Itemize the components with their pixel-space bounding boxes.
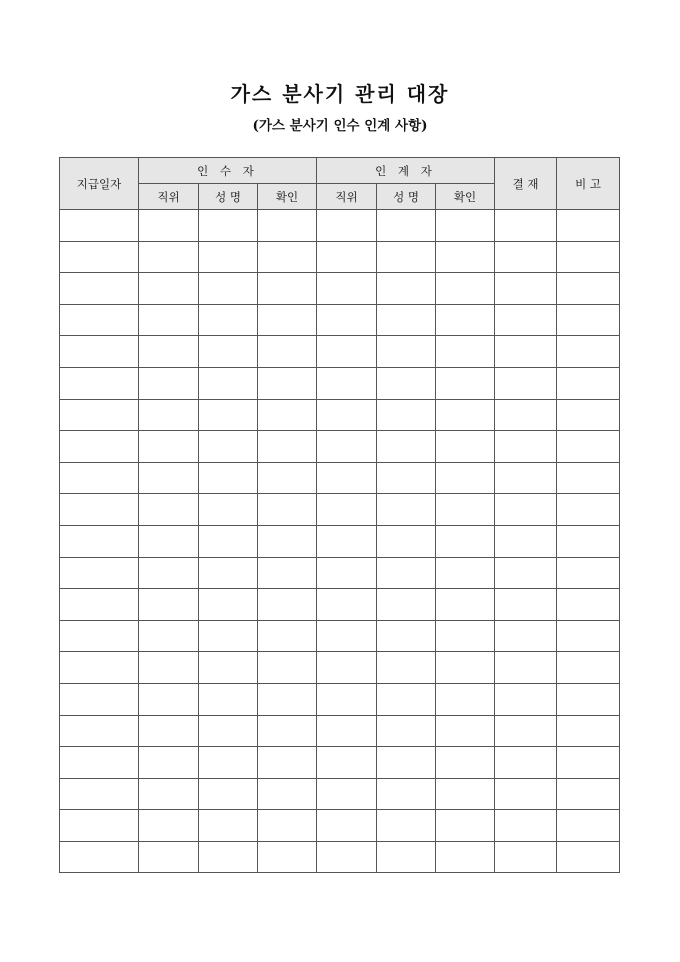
cell-approval [495,367,557,399]
cell-remarks [557,841,620,873]
cell-receiver-confirm [258,557,317,589]
table-row [60,620,620,652]
cell-receiver-confirm [258,715,317,747]
cell-receiver-confirm [258,810,317,842]
table-row [60,431,620,463]
table-row [60,652,620,684]
cell-receiver-position [139,620,199,652]
cell-handover-confirm [436,715,495,747]
cell-handover-name [377,525,436,557]
cell-handover-name [377,431,436,463]
cell-receiver-name [199,747,258,779]
cell-handover-confirm [436,241,495,273]
cell-remarks [557,494,620,526]
cell-receiver-position [139,241,199,273]
table-row [60,336,620,368]
cell-handover-confirm [436,462,495,494]
cell-issue-date [60,683,139,715]
header-handover-confirm: 확인 [436,184,495,210]
table-row [60,810,620,842]
cell-remarks [557,241,620,273]
cell-receiver-position [139,210,199,242]
cell-receiver-position [139,399,199,431]
cell-receiver-name [199,715,258,747]
cell-receiver-confirm [258,304,317,336]
cell-issue-date [60,273,139,305]
cell-receiver-name [199,241,258,273]
cell-approval [495,778,557,810]
cell-handover-position [317,241,377,273]
cell-remarks [557,431,620,463]
cell-handover-position [317,399,377,431]
cell-receiver-name [199,620,258,652]
cell-receiver-confirm [258,747,317,779]
cell-handover-name [377,367,436,399]
cell-receiver-name [199,589,258,621]
cell-receiver-position [139,747,199,779]
cell-handover-name [377,841,436,873]
cell-handover-position [317,367,377,399]
cell-handover-confirm [436,273,495,305]
cell-receiver-name [199,431,258,463]
cell-receiver-position [139,336,199,368]
cell-approval [495,399,557,431]
cell-receiver-name [199,525,258,557]
cell-approval [495,431,557,463]
cell-receiver-confirm [258,210,317,242]
cell-handover-confirm [436,210,495,242]
cell-issue-date [60,462,139,494]
cell-receiver-name [199,367,258,399]
cell-handover-confirm [436,841,495,873]
cell-approval [495,462,557,494]
cell-receiver-name [199,273,258,305]
table-row [60,210,620,242]
cell-receiver-position [139,525,199,557]
cell-receiver-confirm [258,336,317,368]
table-row [60,778,620,810]
cell-handover-confirm [436,557,495,589]
cell-handover-name [377,810,436,842]
table-row [60,273,620,305]
cell-receiver-confirm [258,273,317,305]
cell-handover-position [317,525,377,557]
cell-remarks [557,210,620,242]
cell-handover-confirm [436,304,495,336]
ledger-body [60,210,620,873]
table-row [60,462,620,494]
header-handover-position: 직위 [317,184,377,210]
cell-receiver-confirm [258,241,317,273]
cell-issue-date [60,367,139,399]
cell-remarks [557,620,620,652]
cell-approval [495,652,557,684]
cell-approval [495,494,557,526]
cell-receiver-confirm [258,683,317,715]
cell-handover-confirm [436,683,495,715]
cell-remarks [557,652,620,684]
cell-receiver-name [199,304,258,336]
cell-handover-confirm [436,431,495,463]
header-receiver: 인 수 자 [139,158,317,184]
cell-receiver-name [199,683,258,715]
cell-issue-date [60,620,139,652]
cell-approval [495,557,557,589]
cell-remarks [557,715,620,747]
cell-issue-date [60,810,139,842]
cell-remarks [557,683,620,715]
cell-handover-position [317,210,377,242]
cell-remarks [557,462,620,494]
ledger-table [59,157,620,873]
header-handover-name: 성 명 [377,184,436,210]
cell-handover-name [377,620,436,652]
page-subtitle: (가스 분사기 인수 인계 사항) [252,118,428,134]
cell-issue-date [60,431,139,463]
cell-handover-position [317,462,377,494]
table-row [60,241,620,273]
cell-approval [495,241,557,273]
cell-receiver-name [199,462,258,494]
cell-receiver-confirm [258,367,317,399]
cell-handover-name [377,494,436,526]
cell-approval [495,210,557,242]
cell-handover-position [317,810,377,842]
cell-approval [495,841,557,873]
cell-receiver-position [139,367,199,399]
cell-receiver-name [199,399,258,431]
cell-remarks [557,525,620,557]
cell-handover-position [317,620,377,652]
cell-handover-name [377,715,436,747]
cell-receiver-position [139,304,199,336]
cell-issue-date [60,525,139,557]
cell-handover-position [317,494,377,526]
cell-issue-date [60,778,139,810]
cell-receiver-confirm [258,431,317,463]
cell-handover-name [377,778,436,810]
cell-remarks [557,304,620,336]
cell-handover-position [317,747,377,779]
cell-receiver-name [199,494,258,526]
table-row [60,525,620,557]
table-row [60,494,620,526]
cell-remarks [557,399,620,431]
cell-issue-date [60,304,139,336]
header-issue-date: 지급일자 [60,158,139,210]
cell-issue-date [60,210,139,242]
cell-handover-confirm [436,620,495,652]
cell-receiver-confirm [258,589,317,621]
header-handover: 인 계 자 [317,158,495,184]
header-receiver-position: 직위 [139,184,199,210]
cell-remarks [557,589,620,621]
cell-issue-date [60,336,139,368]
cell-handover-name [377,210,436,242]
cell-handover-confirm [436,525,495,557]
cell-handover-name [377,557,436,589]
header-remarks: 비 고 [557,158,620,210]
table-row [60,683,620,715]
cell-handover-confirm [436,652,495,684]
cell-handover-name [377,241,436,273]
cell-receiver-position [139,273,199,305]
cell-approval [495,336,557,368]
cell-handover-confirm [436,336,495,368]
cell-receiver-position [139,715,199,747]
cell-remarks [557,810,620,842]
cell-handover-position [317,273,377,305]
cell-receiver-position [139,462,199,494]
page-title: 가스 분사기 관리 대장 [230,82,450,106]
cell-receiver-confirm [258,399,317,431]
cell-approval [495,715,557,747]
cell-handover-confirm [436,367,495,399]
table-row [60,715,620,747]
cell-handover-position [317,778,377,810]
cell-handover-confirm [436,747,495,779]
cell-remarks [557,367,620,399]
cell-receiver-name [199,841,258,873]
cell-receiver-confirm [258,525,317,557]
cell-issue-date [60,652,139,684]
cell-handover-position [317,683,377,715]
cell-handover-position [317,841,377,873]
cell-handover-confirm [436,589,495,621]
cell-receiver-position [139,652,199,684]
cell-handover-name [377,683,436,715]
cell-receiver-name [199,557,258,589]
cell-handover-position [317,336,377,368]
cell-remarks [557,747,620,779]
cell-receiver-position [139,589,199,621]
cell-approval [495,810,557,842]
cell-issue-date [60,841,139,873]
cell-issue-date [60,715,139,747]
cell-handover-name [377,652,436,684]
cell-receiver-position [139,778,199,810]
cell-handover-name [377,589,436,621]
cell-receiver-position [139,810,199,842]
cell-receiver-position [139,683,199,715]
cell-handover-position [317,431,377,463]
cell-handover-position [317,652,377,684]
cell-handover-name [377,336,436,368]
cell-issue-date [60,747,139,779]
cell-approval [495,747,557,779]
cell-handover-name [377,399,436,431]
table-row [60,399,620,431]
cell-approval [495,683,557,715]
cell-remarks [557,273,620,305]
header-receiver-name: 성 명 [199,184,258,210]
table-row [60,367,620,399]
cell-handover-confirm [436,778,495,810]
cell-receiver-position [139,431,199,463]
cell-handover-position [317,557,377,589]
cell-remarks [557,336,620,368]
cell-handover-position [317,304,377,336]
cell-remarks [557,557,620,589]
cell-receiver-confirm [258,841,317,873]
cell-receiver-confirm [258,652,317,684]
cell-handover-position [317,715,377,747]
cell-handover-name [377,462,436,494]
cell-handover-position [317,589,377,621]
cell-approval [495,589,557,621]
cell-issue-date [60,241,139,273]
table-row [60,747,620,779]
cell-handover-confirm [436,810,495,842]
cell-receiver-position [139,557,199,589]
cell-receiver-confirm [258,778,317,810]
table-row [60,304,620,336]
cell-issue-date [60,399,139,431]
cell-handover-name [377,304,436,336]
cell-handover-name [377,273,436,305]
cell-receiver-name [199,652,258,684]
cell-receiver-name [199,778,258,810]
cell-approval [495,304,557,336]
header-receiver-confirm: 확인 [258,184,317,210]
cell-handover-confirm [436,399,495,431]
cell-receiver-confirm [258,620,317,652]
table-row [60,841,620,873]
cell-receiver-name [199,810,258,842]
cell-receiver-position [139,494,199,526]
cell-issue-date [60,589,139,621]
cell-approval [495,620,557,652]
cell-handover-confirm [436,494,495,526]
cell-receiver-confirm [258,462,317,494]
cell-receiver-confirm [258,494,317,526]
cell-issue-date [60,557,139,589]
cell-receiver-name [199,336,258,368]
table-row [60,589,620,621]
cell-receiver-name [199,210,258,242]
cell-receiver-position [139,841,199,873]
cell-approval [495,273,557,305]
cell-handover-name [377,747,436,779]
cell-approval [495,525,557,557]
cell-issue-date [60,494,139,526]
cell-remarks [557,778,620,810]
table-row [60,557,620,589]
header-approval: 결 재 [495,158,557,210]
